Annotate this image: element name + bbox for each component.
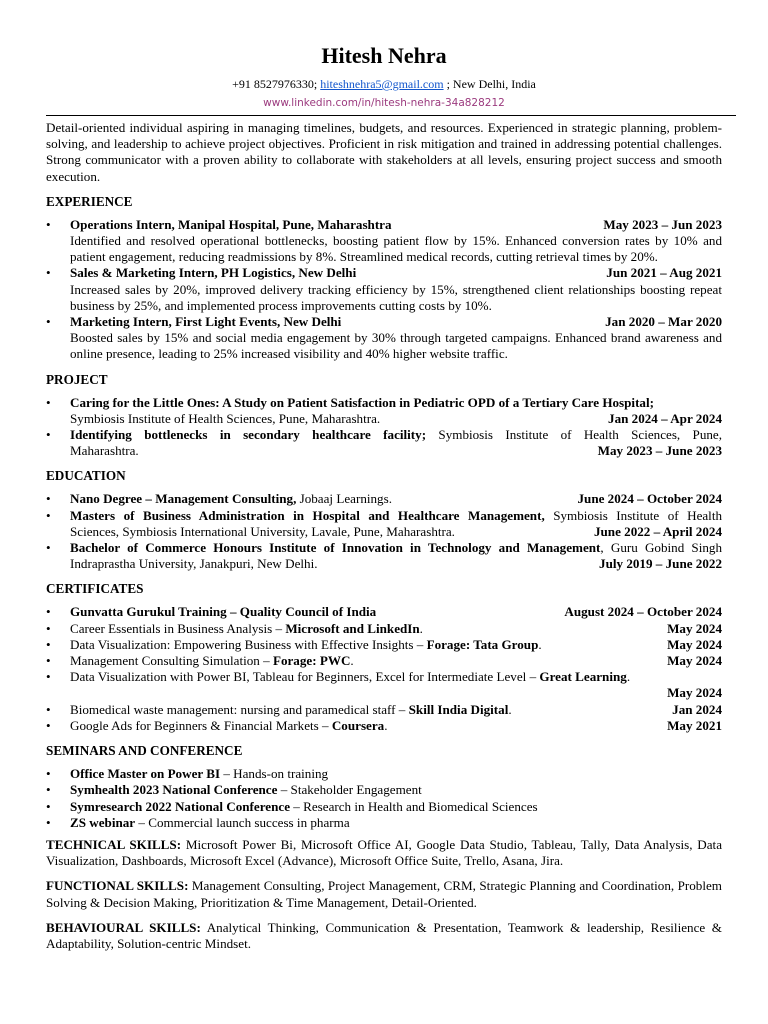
experience-list (46, 217, 722, 363)
candidate-name: Hitesh Nehra (321, 43, 447, 68)
certificate-item (46, 702, 722, 718)
functional-skills (46, 878, 722, 910)
certificate-provider: Forage: PWC (272, 653, 351, 669)
header-divider (46, 115, 736, 116)
seminars-list (46, 766, 722, 831)
resume-content (46, 120, 722, 961)
experience-date: May 2023 – Jun 2023 (603, 216, 722, 232)
seminar-topic: – Hands-on training (220, 766, 329, 782)
experience-description: Boosted sales by 15% and social media engagement by 30% through targeted campaigns. Enhanced brand awareness and online presence, leading to 25% increased visibility and 40% higher website traffic. (70, 330, 722, 362)
project-heading: PROJECT (46, 371, 108, 387)
project-date: May 2023 – June 2023 (597, 443, 722, 459)
certificate-punct: . (350, 653, 354, 669)
education-date: June 2022 – April 2024 (593, 523, 722, 539)
certificate-item (46, 604, 722, 620)
technical-skills-label: TECHNICAL SKILLS: (46, 836, 182, 852)
project-title: Identifying bottlenecks in secondary healthcare facility; (70, 427, 427, 443)
education-date: June 2024 – October 2024 (577, 491, 722, 507)
email-link[interactable]: hiteshnehra5@gmail.com (320, 77, 444, 91)
education-institution-cont: Indraprastha University, Janakpuri, New Delhi. (70, 556, 318, 572)
experience-item (46, 265, 722, 314)
seminar-topic: – Research in Health and Biomedical Sciences (290, 798, 538, 814)
certificate-course: Google Ads for Beginners & Financial Markets – (70, 717, 332, 733)
certificate-provider: Great Learning (539, 669, 627, 685)
location: ; New Delhi, India (443, 77, 536, 91)
experience-item (46, 217, 722, 266)
certificate-provider: Forage: Tata Group (426, 636, 539, 652)
certificate-date: Jan 2024 (672, 701, 722, 717)
seminar-item (46, 766, 722, 782)
certificate-item (46, 718, 722, 734)
experience-date: Jun 2021 – Aug 2021 (606, 265, 722, 281)
experience-title: • Sales & Marketing Intern, PH Logistics, New Delhi (70, 265, 357, 281)
certificate-provider: Microsoft and LinkedIn (285, 620, 420, 636)
experience-title: • Marketing Intern, First Light Events, New Delhi (70, 314, 342, 330)
certificate-provider: Skill India Digital (408, 701, 509, 717)
seminar-item (46, 799, 722, 815)
education-institution-cont: Sciences, Symbiosis International University, Lavale, Pune, Maharashtra. (70, 523, 455, 539)
certificate-date: May 2021 (667, 717, 722, 733)
certificate-punct: . (419, 620, 423, 636)
seminar-title: ZS webinar (70, 814, 136, 830)
project-item (46, 427, 722, 459)
project-list (46, 395, 722, 460)
certificate-date: May 2024 (667, 653, 722, 669)
certificate-item (46, 621, 722, 637)
project-organization: Symbiosis Institute of Health Sciences, Pune, Maharashtra. (70, 410, 381, 426)
seminar-title: Office Master on Power BI (70, 766, 221, 782)
skills-section (46, 837, 722, 952)
certificate-provider: Gunvatta Gurukul Training – Quality Council of India (70, 604, 377, 620)
education-item (46, 540, 722, 572)
certificate-course: Management Consulting Simulation – (70, 653, 273, 669)
experience-heading: EXPERIENCE (46, 193, 133, 209)
education-degree: Nano Degree – Management Consulting, (70, 491, 297, 507)
project-title: Caring for the Little Ones: A Study on Patient Satisfaction in Pediatric OPD of a Tertiary Care Hospital; (70, 394, 654, 410)
education-institution: Jobaaj Learnings. (296, 491, 392, 507)
education-item (46, 508, 722, 540)
certificate-punct: . (384, 717, 388, 733)
education-heading: EDUCATION (46, 468, 126, 484)
project-date: Jan 2024 – Apr 2024 (608, 410, 722, 426)
certificate-date: May 2024 (667, 636, 722, 652)
experience-date: Jan 2020 – Mar 2020 (605, 314, 722, 330)
functional-skills-label: FUNCTIONAL SKILLS: (46, 878, 189, 894)
education-institution: , Guru Gobind Singh (600, 540, 722, 556)
experience-description: Identified and resolved operational bottlenecks, boosting patient flow by 15%. Enhanced conversion rates by 10% and patient engagement, reducing readmissions by 8%. Streamlined medical records, cutting retrieval times by 20%. (70, 233, 722, 265)
seminar-item (46, 782, 722, 798)
certificates-heading: CERTIFICATES (46, 581, 144, 597)
education-date: July 2019 – June 2022 (599, 556, 722, 572)
seminar-title: Symhealth 2023 National Conference (70, 782, 278, 798)
experience-title: • Operations Intern, Manipal Hospital, Pune, Maharashtra (70, 216, 392, 232)
education-item (46, 491, 722, 507)
technical-skills (46, 837, 722, 869)
certificate-item (46, 653, 722, 669)
seminar-topic: – Stakeholder Engagement (277, 782, 422, 798)
technical-skills-list: Microsoft Power Bi, Microsoft Office AI, Google Data Studio, Tableau, Tally, Data Analysis, Data Visualization, Dashboards, Microsoft Excel (Advance), Microsoft Office Suite, Trello, Asana, Jira. (46, 836, 723, 869)
education-degree: Masters of Business Administration in Hospital and Healthcare Management, (70, 507, 545, 523)
certificate-provider: Coursera (331, 717, 385, 733)
certificate-course: Biomedical waste management: nursing and paramedical staff – (70, 701, 409, 717)
education-list (46, 491, 722, 572)
experience-item (46, 314, 722, 363)
behavioural-skills-label: BEHAVIOURAL SKILLS: (46, 919, 201, 935)
seminar-topic: – Commercial launch success in pharma (135, 814, 350, 830)
project-organization-cont: Maharashtra. (70, 443, 139, 459)
contact-line (0, 76, 768, 92)
project-organization: Symbiosis Institute of Health Sciences, Pune, (426, 427, 722, 443)
certificate-item (46, 669, 722, 701)
certificate-date: May 2024 (667, 620, 722, 636)
seminar-item (46, 815, 722, 831)
certificate-course: Career Essentials in Business Analysis – (70, 620, 286, 636)
linkedin-link[interactable]: www.linkedin.com/in/hitesh-nehra-34a828212 (263, 97, 505, 109)
seminars-heading: SEMINARS AND CONFERENCE (46, 743, 243, 759)
experience-description: Increased sales by 20%, improved delivery tracking efficiency by 15%, strengthened client relationships boosting repeat business by 25%, and implemented process improvements cutting costs by 10%. (70, 281, 722, 313)
certificate-course: Data Visualization: Empowering Business with Effective Insights – (70, 636, 427, 652)
functional-skills-list: Management Consulting, Project Management, CRM, Strategic Planning and Coordination, Problem Solving & Decision Making, Prioritization & Time Management, Detail-Oriented. (46, 878, 722, 910)
behavioural-skills (46, 920, 722, 952)
certificate-punct: . (538, 636, 542, 652)
certificate-course: Data Visualization with Power BI, Tableau for Beginners, Excel for Intermediate Level – (70, 669, 540, 685)
certificate-punct: . (626, 669, 631, 685)
professional-summary: Detail-oriented individual aspiring in managing timelines, budgets, and resources. Experienced in strategic planning, problem-solving, and leadership to achieve project objectives. Proficient in risk mitigation and trained in addressing potential challenges. Strong communicator with a proven ability to collaborate with stakeholders at all levels, ensuring project success and smooth execution. (46, 120, 722, 184)
certificate-date: August 2024 – October 2024 (564, 604, 722, 620)
education-degree: Bachelor of Commerce Honours Institute of Innovation in Technology and Management (70, 540, 601, 556)
certificate-punct: . (508, 701, 512, 717)
phone-number: +91 8527976330; (232, 77, 321, 91)
behavioural-skills-list: Analytical Thinking, Communication & Presentation, Teamwork & leadership, Resilience & Adaptability, Solution-centric Mindset. (46, 919, 722, 951)
certificates-list (46, 604, 722, 734)
seminar-title: Symresearch 2022 National Conference (70, 798, 291, 814)
project-item (46, 395, 722, 427)
certificate-date: May 2024 (667, 685, 722, 701)
education-institution: Symbiosis Institute of Health (544, 507, 723, 523)
certificate-item (46, 637, 722, 653)
